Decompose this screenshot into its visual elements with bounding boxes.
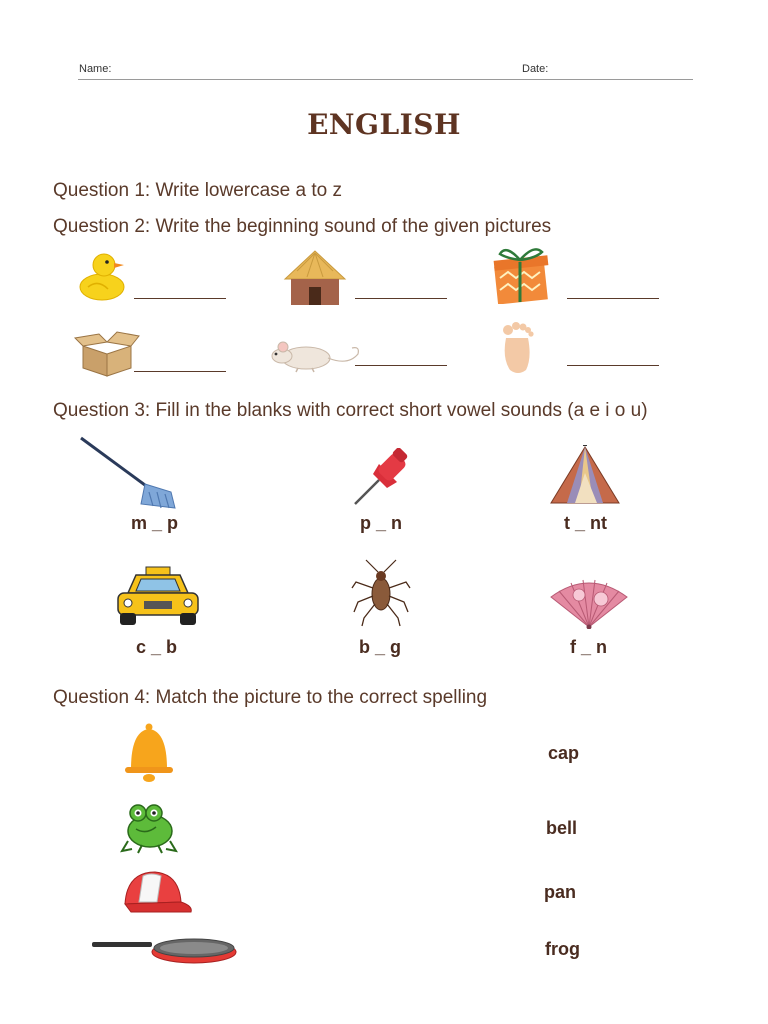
- word-m_p: m _ p: [131, 513, 179, 533]
- answer-line[interactable]: [134, 371, 226, 372]
- duck-icon: [76, 249, 128, 308]
- date-label: Date:: [522, 63, 549, 75]
- match-word-frog: frog: [545, 939, 580, 959]
- cap-icon: [121, 868, 193, 921]
- frog-icon: [120, 801, 178, 860]
- mouse-icon: [268, 336, 362, 379]
- bell-icon: [121, 723, 177, 788]
- match-word-pan: pan: [544, 882, 577, 902]
- question-2: Question 2: Write the beginning sound of the given pictures: [53, 216, 552, 237]
- gift-icon: [492, 242, 550, 309]
- question-1: Question 1: Write lowercase a to z: [53, 180, 342, 201]
- fan-icon: [549, 577, 629, 634]
- mop-icon: [79, 436, 179, 515]
- answer-line[interactable]: [567, 298, 659, 299]
- page-title: ENGLISH: [307, 108, 461, 141]
- tent-icon: [549, 445, 621, 512]
- word-p_n: p _ n: [360, 513, 403, 533]
- foot-icon: [496, 318, 538, 381]
- answer-line[interactable]: [134, 298, 226, 299]
- match-word-bell: bell: [546, 818, 578, 838]
- word-f_n: f _ n: [570, 637, 608, 657]
- hut-icon: [283, 249, 347, 312]
- answer-line[interactable]: [355, 298, 447, 299]
- name-label: Name:: [79, 63, 112, 75]
- name-date-line: [78, 79, 693, 80]
- match-word-cap: cap: [548, 743, 580, 763]
- cab-icon: [116, 565, 200, 634]
- answer-line[interactable]: [567, 365, 659, 366]
- word-b_g: b _ g: [359, 637, 402, 657]
- question-3: Question 3: Fill in the blanks with correct short vowel sounds (a e i o u): [53, 400, 648, 421]
- box-icon: [73, 330, 141, 383]
- bug-icon: [350, 558, 412, 633]
- word-t_nt: t _ nt: [564, 513, 607, 533]
- question-4: Question 4: Match the picture to the correct spelling: [53, 687, 488, 708]
- pan-icon: [92, 930, 238, 971]
- word-c_b: c _ b: [136, 637, 178, 657]
- pin-icon: [353, 448, 413, 511]
- answer-line[interactable]: [355, 365, 447, 366]
